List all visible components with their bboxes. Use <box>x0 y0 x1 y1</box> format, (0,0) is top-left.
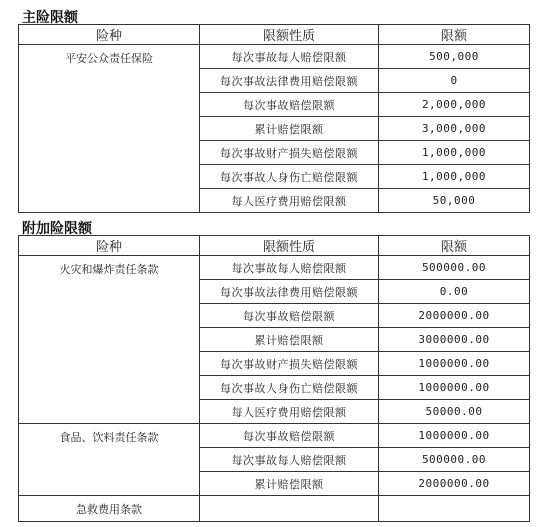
limit-cell: 50000.00 <box>379 400 530 424</box>
additional-limits-table <box>18 235 530 522</box>
nature-cell: 每次事故财产损失赔偿限额 <box>200 141 379 165</box>
table-row <box>19 496 530 522</box>
category-cell: 食品、饮料责任条款 <box>19 424 200 496</box>
limit-cell: 500,000 <box>379 45 530 69</box>
nature-cell: 每次事故人身伤亡赔偿限额 <box>200 165 379 189</box>
limit-cell: 3000000.00 <box>379 328 530 352</box>
limit-cell: 1000000.00 <box>379 376 530 400</box>
table-row <box>19 45 530 69</box>
limit-cell: 3,000,000 <box>379 117 530 141</box>
nature-cell: 每次事故法律费用赔偿限额 <box>200 280 379 304</box>
limit-cell: 2000000.00 <box>379 304 530 328</box>
additional-section-title: 附加险限额 <box>22 221 92 237</box>
nature-cell: 每次事故每人赔偿限额 <box>200 45 379 69</box>
header-limit: 限额 <box>379 236 530 256</box>
header-nature: 限额性质 <box>200 25 379 45</box>
limit-cell: 0 <box>379 69 530 93</box>
main-section-title: 主险限额 <box>22 10 78 26</box>
limit-cell: 1,000,000 <box>379 165 530 189</box>
limit-cell: 500000.00 <box>379 448 530 472</box>
nature-cell <box>200 496 379 522</box>
limit-cell: 500000.00 <box>379 256 530 280</box>
nature-cell: 每次事故每人赔偿限额 <box>200 448 379 472</box>
nature-cell: 累计赔偿限额 <box>200 117 379 141</box>
nature-cell: 每人医疗费用赔偿限额 <box>200 400 379 424</box>
nature-cell: 每次事故赔偿限额 <box>200 304 379 328</box>
limit-cell: 1,000,000 <box>379 141 530 165</box>
limit-cell: 50,000 <box>379 189 530 213</box>
nature-cell: 每次事故赔偿限额 <box>200 424 379 448</box>
nature-cell: 每次事故人身伤亡赔偿限额 <box>200 376 379 400</box>
limit-cell: 2,000,000 <box>379 93 530 117</box>
table-header-row <box>19 236 530 256</box>
limit-cell: 0.00 <box>379 280 530 304</box>
table-header-row <box>19 25 530 45</box>
limit-cell: 1000000.00 <box>379 424 530 448</box>
category-cell: 平安公众责任保险 <box>19 45 200 213</box>
header-category: 险种 <box>19 25 200 45</box>
header-category: 险种 <box>19 236 200 256</box>
nature-cell: 每次事故法律费用赔偿限额 <box>200 69 379 93</box>
nature-cell: 每次事故财产损失赔偿限额 <box>200 352 379 376</box>
limit-cell <box>379 496 530 522</box>
table-row <box>19 256 530 280</box>
category-cell: 火灾和爆炸责任条款 <box>19 256 200 424</box>
nature-cell: 每次事故赔偿限额 <box>200 93 379 117</box>
category-cell: 急救费用条款 <box>19 496 200 522</box>
nature-cell: 累计赔偿限额 <box>200 328 379 352</box>
main-limits-table <box>18 24 530 213</box>
limit-cell: 1000000.00 <box>379 352 530 376</box>
nature-cell: 每人医疗费用赔偿限额 <box>200 189 379 213</box>
table-row <box>19 424 530 448</box>
nature-cell: 每次事故每人赔偿限额 <box>200 256 379 280</box>
header-limit: 限额 <box>379 25 530 45</box>
limit-cell: 2000000.00 <box>379 472 530 496</box>
nature-cell: 累计赔偿限额 <box>200 472 379 496</box>
header-nature: 限额性质 <box>200 236 379 256</box>
